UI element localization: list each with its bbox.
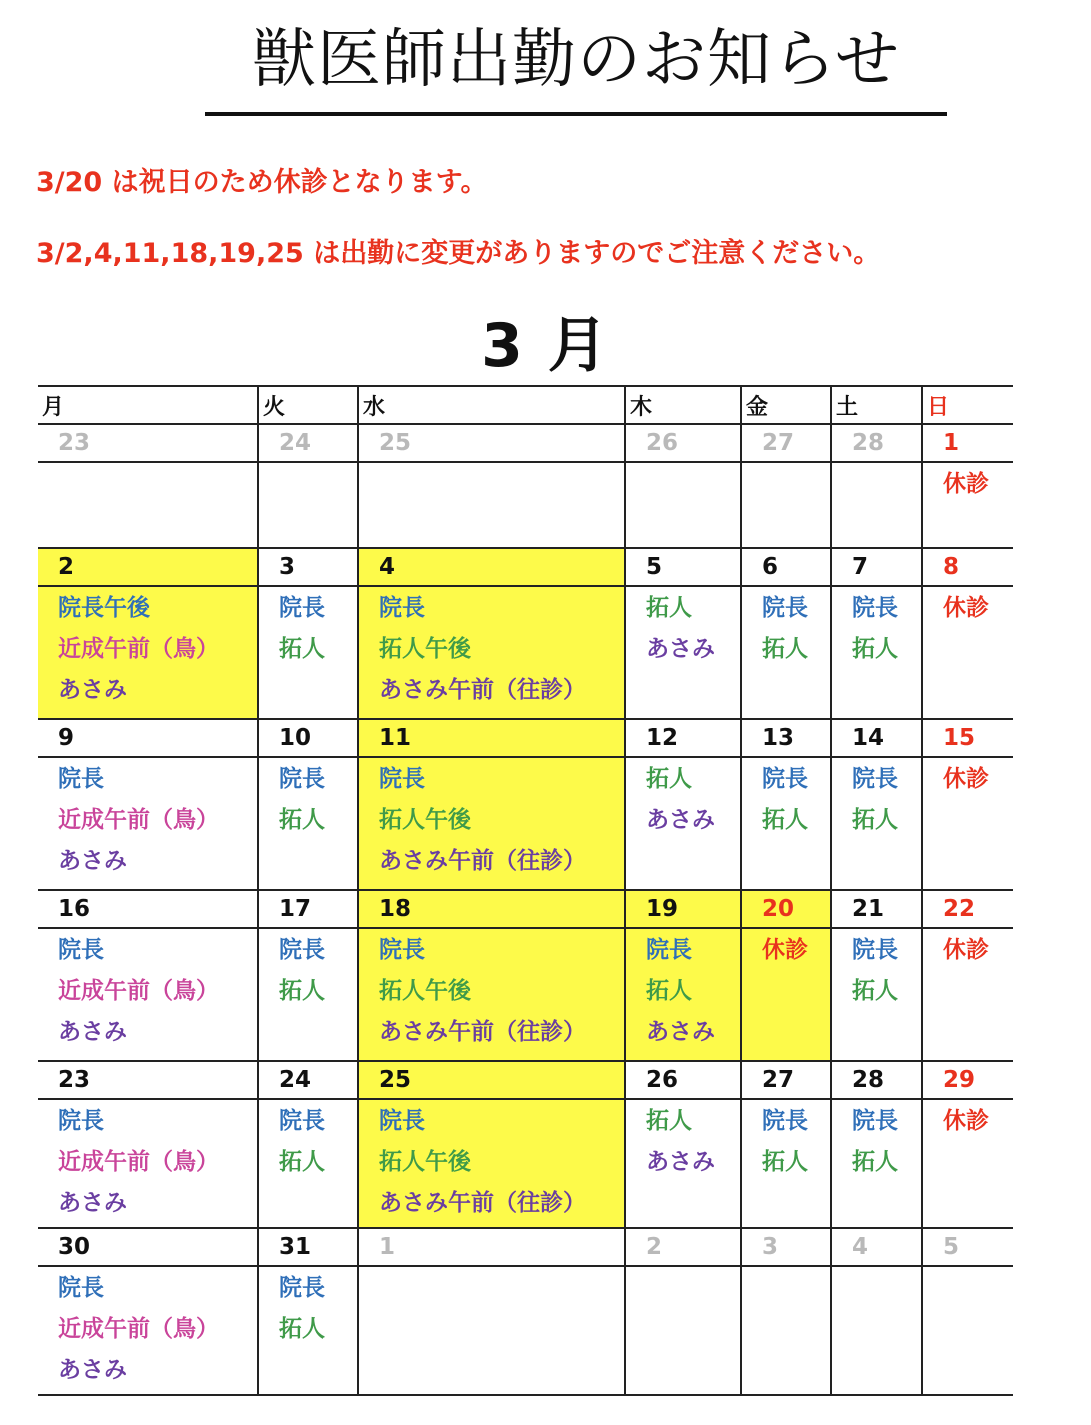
day-schedule-cell	[258, 1099, 358, 1228]
day-number: 26	[625, 1061, 741, 1099]
day-number: 12	[625, 719, 741, 757]
day-schedule-cell	[625, 586, 741, 719]
week-schedule-row	[38, 928, 1013, 1061]
week-schedule-row	[38, 586, 1013, 719]
staff-entry: 院長	[852, 766, 898, 792]
day-schedule-cell	[741, 928, 831, 1061]
staff-entry: 近成午前（鳥）	[58, 636, 219, 662]
staff-entry: 休診	[943, 937, 989, 963]
day-number: 22	[922, 890, 1013, 928]
week-schedule-row	[38, 757, 1013, 890]
day-number: 28	[831, 424, 922, 462]
day-schedule-cell	[922, 1099, 1013, 1228]
day-number: 20	[741, 890, 831, 928]
weekday-fri: 金	[741, 386, 831, 424]
staff-entry: あさみ	[58, 677, 127, 703]
day-schedule-cell	[922, 757, 1013, 890]
staff-entry: あさみ午前（往診）	[379, 848, 586, 874]
staff-entry: 院長午後	[58, 595, 150, 621]
day-schedule-cell	[922, 586, 1013, 719]
day-number: 10	[258, 719, 358, 757]
day-schedule-cell	[741, 462, 831, 548]
day-schedule-cell	[358, 928, 625, 1061]
day-number: 26	[625, 424, 741, 462]
staff-entry: 院長	[279, 1275, 325, 1301]
day-number: 24	[258, 424, 358, 462]
staff-entry: 近成午前（鳥）	[58, 1149, 219, 1175]
day-number: 5	[922, 1228, 1013, 1266]
week-date-row	[38, 424, 1013, 462]
day-schedule-cell	[358, 757, 625, 890]
week-schedule-row	[38, 1099, 1013, 1228]
day-schedule-cell	[922, 462, 1013, 548]
day-schedule-cell	[258, 462, 358, 548]
day-schedule-cell	[358, 586, 625, 719]
day-schedule-cell	[741, 586, 831, 719]
staff-entry: 近成午前（鳥）	[58, 1316, 219, 1342]
staff-entry: 院長	[58, 766, 104, 792]
day-schedule-cell	[625, 1266, 741, 1395]
day-number: 21	[831, 890, 922, 928]
staff-entry: 拓人	[646, 595, 692, 621]
staff-entry: あさみ午前（往診）	[379, 1190, 586, 1216]
staff-entry: 院長	[379, 766, 425, 792]
staff-entry: 拓人	[279, 1316, 325, 1342]
staff-entry: 拓人	[279, 807, 325, 833]
day-schedule-cell	[831, 586, 922, 719]
day-schedule-cell	[38, 1099, 258, 1228]
day-schedule-cell	[831, 928, 922, 1061]
staff-entry: あさみ	[646, 1019, 715, 1045]
week-date-row	[38, 1228, 1013, 1266]
staff-entry: 拓人	[279, 636, 325, 662]
staff-entry: 拓人	[852, 807, 898, 833]
staff-entry: あさみ	[58, 848, 127, 874]
staff-entry: 院長	[379, 595, 425, 621]
week-date-row	[38, 548, 1013, 586]
staff-entry: 院長	[279, 937, 325, 963]
day-number: 15	[922, 719, 1013, 757]
day-schedule-cell	[38, 462, 258, 548]
staff-entry: 拓人午後	[379, 1149, 471, 1175]
weekday-sun: 日	[922, 386, 1013, 424]
day-number: 28	[831, 1061, 922, 1099]
day-number: 27	[741, 424, 831, 462]
day-number: 4	[831, 1228, 922, 1266]
day-number: 23	[38, 1061, 258, 1099]
staff-entry: 院長	[58, 1108, 104, 1134]
day-number: 24	[258, 1061, 358, 1099]
day-number: 8	[922, 548, 1013, 586]
staff-entry: 院長	[279, 1108, 325, 1134]
staff-entry: 拓人	[646, 978, 692, 1004]
day-number: 31	[258, 1228, 358, 1266]
day-number: 23	[38, 424, 258, 462]
weekday-thu: 木	[625, 386, 741, 424]
day-schedule-cell	[38, 1266, 258, 1395]
day-schedule-cell	[831, 1099, 922, 1228]
day-number: 3	[741, 1228, 831, 1266]
day-schedule-cell	[741, 1266, 831, 1395]
day-number: 25	[358, 1061, 625, 1099]
week-date-row	[38, 1061, 1013, 1099]
day-number: 9	[38, 719, 258, 757]
staff-entry: 院長	[279, 766, 325, 792]
weekday-tue: 火	[258, 386, 358, 424]
week-date-row	[38, 719, 1013, 757]
day-schedule-cell	[258, 1266, 358, 1395]
staff-entry: 休診	[943, 595, 989, 621]
staff-entry: あさみ	[646, 636, 715, 662]
day-schedule-cell	[741, 1099, 831, 1228]
staff-entry: 院長	[58, 1275, 104, 1301]
day-number: 16	[38, 890, 258, 928]
staff-entry: 拓人	[646, 1108, 692, 1134]
day-number: 30	[38, 1228, 258, 1266]
staff-entry: 拓人	[762, 636, 808, 662]
day-schedule-cell	[831, 1266, 922, 1395]
staff-entry: あさみ午前（往診）	[379, 677, 586, 703]
day-schedule-cell	[358, 1099, 625, 1228]
day-schedule-cell	[258, 586, 358, 719]
staff-entry: 近成午前（鳥）	[58, 807, 219, 833]
day-schedule-cell	[358, 1266, 625, 1395]
staff-entry: 拓人	[852, 1149, 898, 1175]
staff-entry: 院長	[279, 595, 325, 621]
day-number: 3	[258, 548, 358, 586]
day-number: 27	[741, 1061, 831, 1099]
day-number: 7	[831, 548, 922, 586]
staff-entry: 院長	[852, 595, 898, 621]
week-schedule-row	[38, 462, 1013, 548]
calendar-grid	[38, 385, 1013, 1396]
day-number: 5	[625, 548, 741, 586]
day-number: 14	[831, 719, 922, 757]
staff-entry: 拓人	[852, 636, 898, 662]
staff-entry: 院長	[762, 766, 808, 792]
day-number: 29	[922, 1061, 1013, 1099]
staff-entry: あさみ	[58, 1357, 127, 1383]
day-schedule-cell	[741, 757, 831, 890]
day-number: 13	[741, 719, 831, 757]
day-number: 2	[38, 548, 258, 586]
staff-entry: 院長	[58, 937, 104, 963]
day-schedule-cell	[258, 757, 358, 890]
staff-entry: 休診	[943, 471, 989, 497]
day-schedule-cell	[625, 928, 741, 1061]
day-schedule-cell	[922, 1266, 1013, 1395]
staff-entry: 院長	[646, 937, 692, 963]
notice-holiday: 3/20 は祝日のため休診となります。	[36, 167, 488, 198]
staff-entry: 拓人	[646, 766, 692, 792]
staff-entry: 院長	[379, 937, 425, 963]
title-underline	[205, 112, 947, 116]
staff-entry: あさみ	[646, 807, 715, 833]
staff-entry: 拓人	[279, 978, 325, 1004]
day-schedule-cell	[922, 928, 1013, 1061]
staff-entry: 拓人	[762, 807, 808, 833]
staff-entry: 休診	[943, 1108, 989, 1134]
day-schedule-cell	[625, 1099, 741, 1228]
staff-entry: 院長	[379, 1108, 425, 1134]
staff-entry: 拓人	[279, 1149, 325, 1175]
staff-entry: 拓人午後	[379, 978, 471, 1004]
day-schedule-cell	[831, 462, 922, 548]
staff-entry: 院長	[852, 937, 898, 963]
notice-schedule-change: 3/2,4,11,18,19,25 は出勤に変更がありますのでご注意ください。	[36, 238, 881, 269]
day-schedule-cell	[625, 757, 741, 890]
week-schedule-row	[38, 1266, 1013, 1395]
weekday-header-row	[38, 386, 1013, 424]
day-schedule-cell	[38, 586, 258, 719]
staff-entry: あさみ	[646, 1149, 715, 1175]
staff-entry: あさみ	[58, 1190, 127, 1216]
day-schedule-cell	[38, 757, 258, 890]
staff-entry: あさみ午前（往診）	[379, 1019, 586, 1045]
weekday-sat: 土	[831, 386, 922, 424]
weekday-mon: 月	[38, 386, 258, 424]
staff-entry: 院長	[762, 1108, 808, 1134]
staff-entry: 院長	[852, 1108, 898, 1134]
day-schedule-cell	[258, 928, 358, 1061]
day-number: 1	[358, 1228, 625, 1266]
day-schedule-cell	[358, 462, 625, 548]
day-number: 11	[358, 719, 625, 757]
day-number: 25	[358, 424, 625, 462]
day-number: 6	[741, 548, 831, 586]
day-schedule-cell	[831, 757, 922, 890]
day-schedule-cell	[38, 928, 258, 1061]
day-number: 19	[625, 890, 741, 928]
week-date-row	[38, 890, 1013, 928]
staff-entry: 拓人午後	[379, 807, 471, 833]
staff-entry: 拓人	[852, 978, 898, 1004]
staff-entry: 休診	[943, 766, 989, 792]
day-schedule-cell	[625, 462, 741, 548]
staff-entry: 休診	[762, 937, 808, 963]
month-label: 3 月	[481, 311, 610, 381]
staff-entry: 院長	[762, 595, 808, 621]
day-number: 4	[358, 548, 625, 586]
staff-entry: 拓人午後	[379, 636, 471, 662]
staff-entry: 拓人	[762, 1149, 808, 1175]
day-number: 18	[358, 890, 625, 928]
weekday-wed: 水	[358, 386, 625, 424]
staff-entry: 近成午前（鳥）	[58, 978, 219, 1004]
page-title: 獣医師出勤のお知らせ	[251, 23, 901, 97]
day-number: 2	[625, 1228, 741, 1266]
staff-entry: あさみ	[58, 1019, 127, 1045]
day-number: 17	[258, 890, 358, 928]
day-number: 1	[922, 424, 1013, 462]
